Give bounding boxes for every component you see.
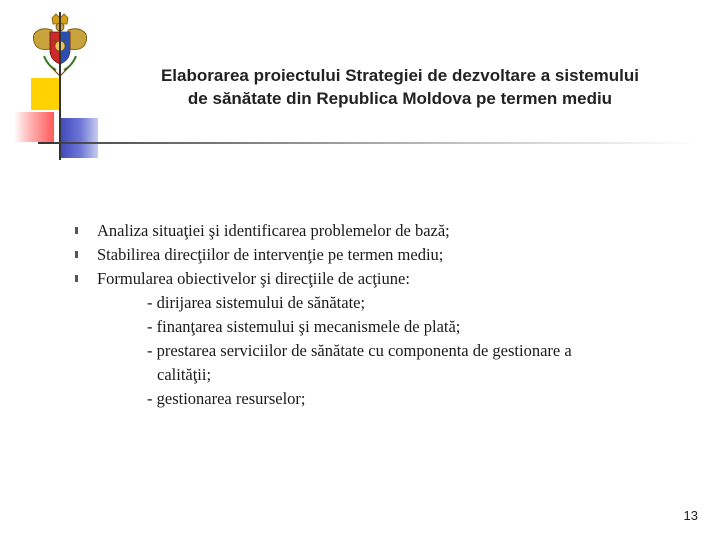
sub-item: - gestionarea resurselor; [147,389,306,408]
sub-item-continuation: calităţii; [157,365,212,384]
title-line-1: Elaborarea proiectului Strategiei de dezvoltare a sistemului [160,66,640,85]
slide-title [100,64,700,110]
slide-body [75,219,705,411]
bullet-text: Formularea obiectivelor şi direcţiile de acţiune: [97,269,410,288]
page-number: 13 [683,508,698,523]
sub-item: - dirijarea sistemului de sănătate; [147,293,366,312]
bullet-item [75,243,705,267]
decorative-vertical-line [59,12,61,160]
sub-item: - finanţarea sistemului şi mecanismele de plată; [147,317,461,336]
bullet-icon [75,251,78,258]
sub-item: - prestarea serviciilor de sănătate cu componenta de gestionare a [147,341,572,360]
bullet-text: Analiza situaţiei şi identificarea problemelor de bază; [97,221,450,240]
bullet-icon [75,227,78,234]
decorative-horizontal-line [38,142,700,144]
decorative-red-gradient [14,112,54,142]
bullet-item [75,267,705,291]
decorative-blue-square [60,118,98,158]
bullet-item [75,219,705,243]
bullet-icon [75,275,78,282]
title-line-2: de sănătate din Republica Moldova pe termen mediu [187,89,613,108]
bullet-text: Stabilirea direcţiilor de intervenţie pe termen mediu; [97,245,444,264]
